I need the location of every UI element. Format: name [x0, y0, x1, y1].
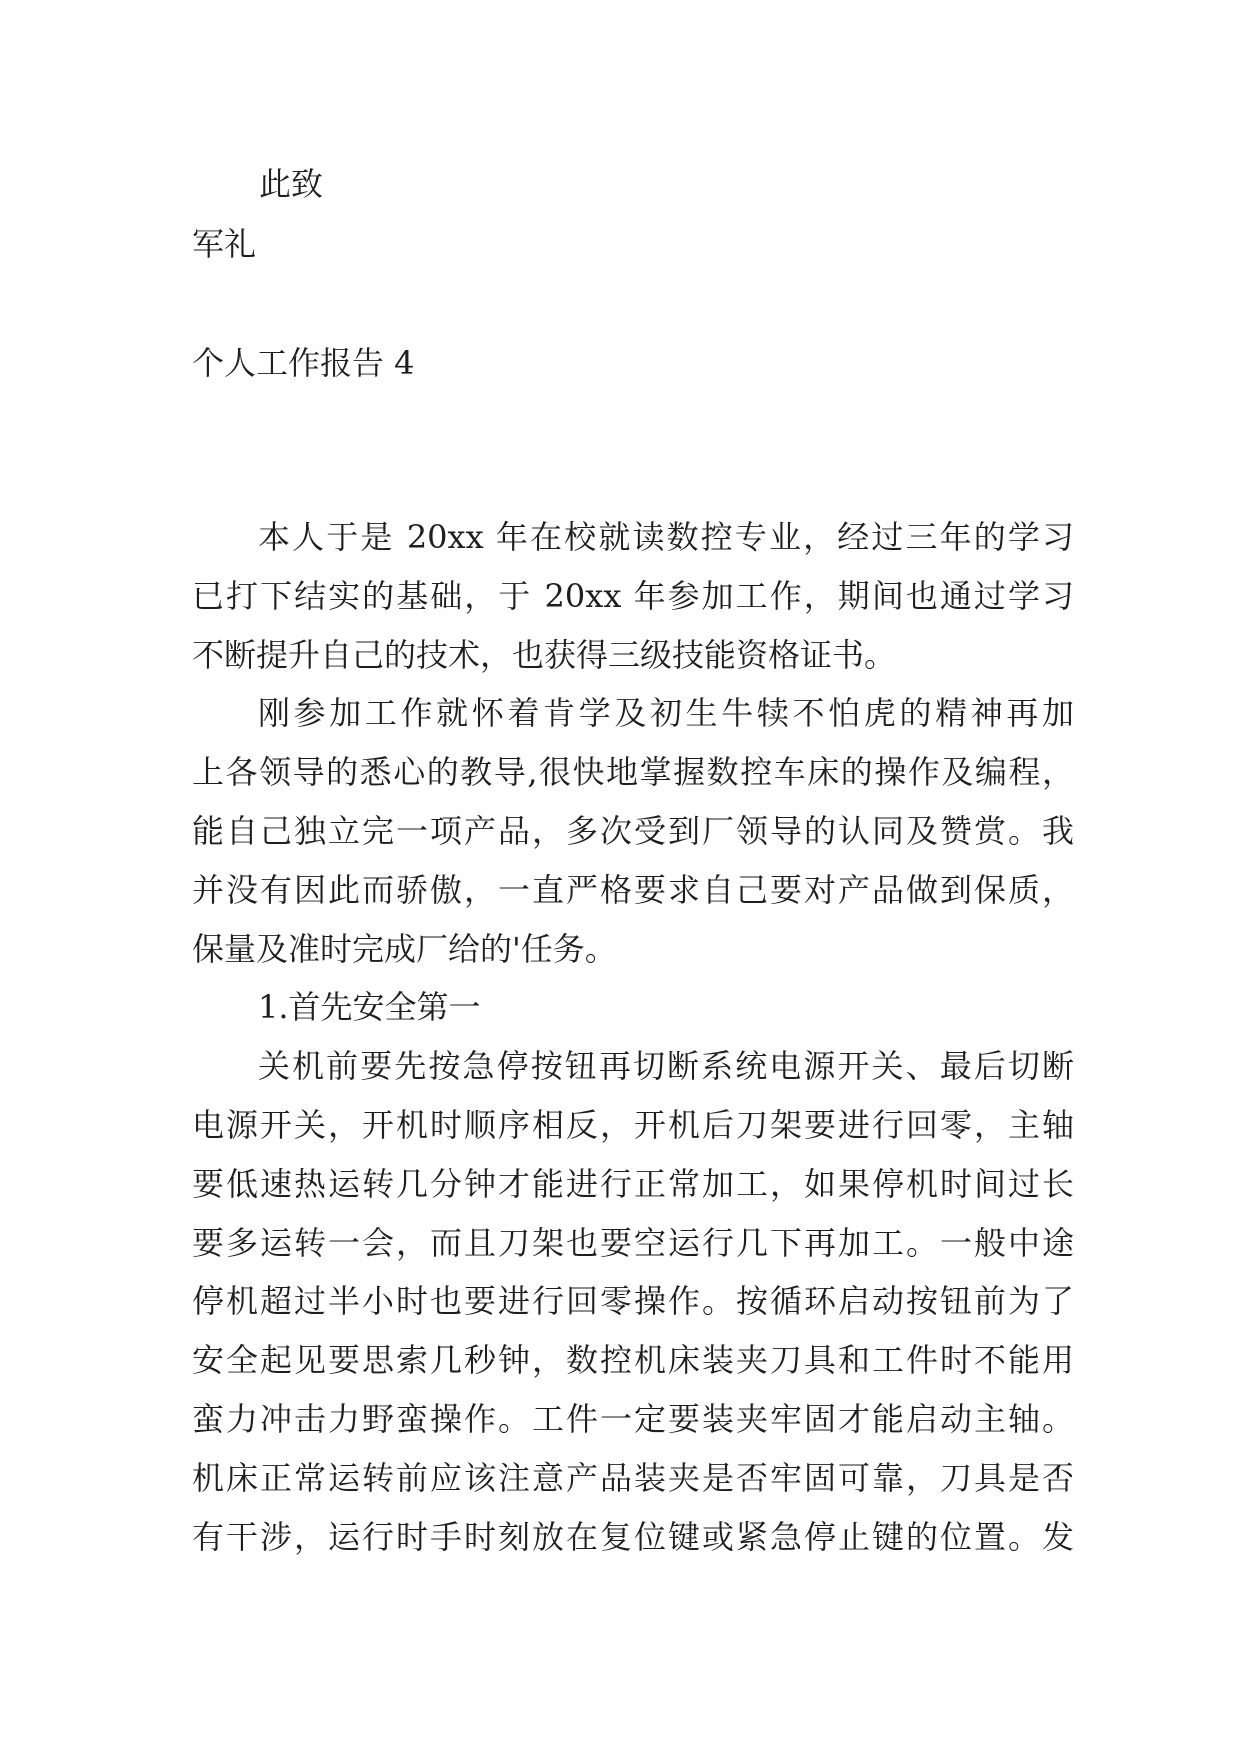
report-body [192, 508, 1074, 1566]
text-line: 有干涉，运行时手时刻放在复位键或紧急停止键的位置。发 [192, 1517, 1074, 1556]
text-line: 已打下结实的基础，于 20xx 年参加工作，期间也通过学习 [192, 576, 1074, 615]
text-line: 1.首先安全第一 [258, 988, 481, 1027]
text-line: 要多运转一会，而且刀架也要空运行几下再加工。一般中途 [192, 1223, 1074, 1262]
text-line: 本人于是 20xx 年在校就读数控专业，经过三年的学习 [258, 518, 1074, 556]
text-line: 不断提升自己的技术，也获得三级技能资格证书。 [192, 635, 897, 674]
text-line: 安全起见要思索几秒钟，数控机床装夹刀具和工件时不能用 [192, 1341, 1074, 1380]
text-line: 上各领导的悉心的教导,很快地掌握数控车床的操作及编程， [192, 753, 1074, 792]
paragraph-1 [192, 508, 1074, 684]
text-line: 机床正常运转前应该注意产品装夹是否牢固可靠，刀具是否 [192, 1458, 1074, 1497]
text-line: 刚参加工作就怀着肯学及初生牛犊不怕虎的精神再加 [258, 694, 1074, 733]
text-line: 停机超过半小时也要进行回零操作。按循环启动按钮前为了 [192, 1282, 1074, 1321]
text-line: 关机前要先按急停按钮再切断系统电源开关、最后切断 [258, 1047, 1074, 1086]
text-line: 蛮力冲击力野蛮操作。工件一定要装夹牢固才能启动主轴。 [192, 1399, 1074, 1438]
text-line: 能自己独立完一项产品，多次受到厂领导的认同及赞赏。我 [192, 811, 1074, 850]
text-line: 并没有因此而骄傲，一直严格要求自己要对产品做到保质， [192, 870, 1074, 909]
numbered-heading [192, 978, 1074, 1037]
section-title: 个人工作报告 4 [192, 344, 415, 382]
closing-regards: 军礼 [192, 225, 257, 263]
paragraph-4 [192, 1037, 1074, 1566]
paragraph-2 [192, 684, 1074, 978]
text-line: 要低速热运转几分钟才能进行正常加工，如果停机时间过长 [192, 1164, 1074, 1203]
closing-salutation: 此致 [259, 165, 324, 203]
text-line: 电源开关，开机时顺序相反，开机后刀架要进行回零，主轴 [192, 1105, 1074, 1144]
text-line: 保量及准时完成厂给的'任务。 [192, 929, 617, 968]
